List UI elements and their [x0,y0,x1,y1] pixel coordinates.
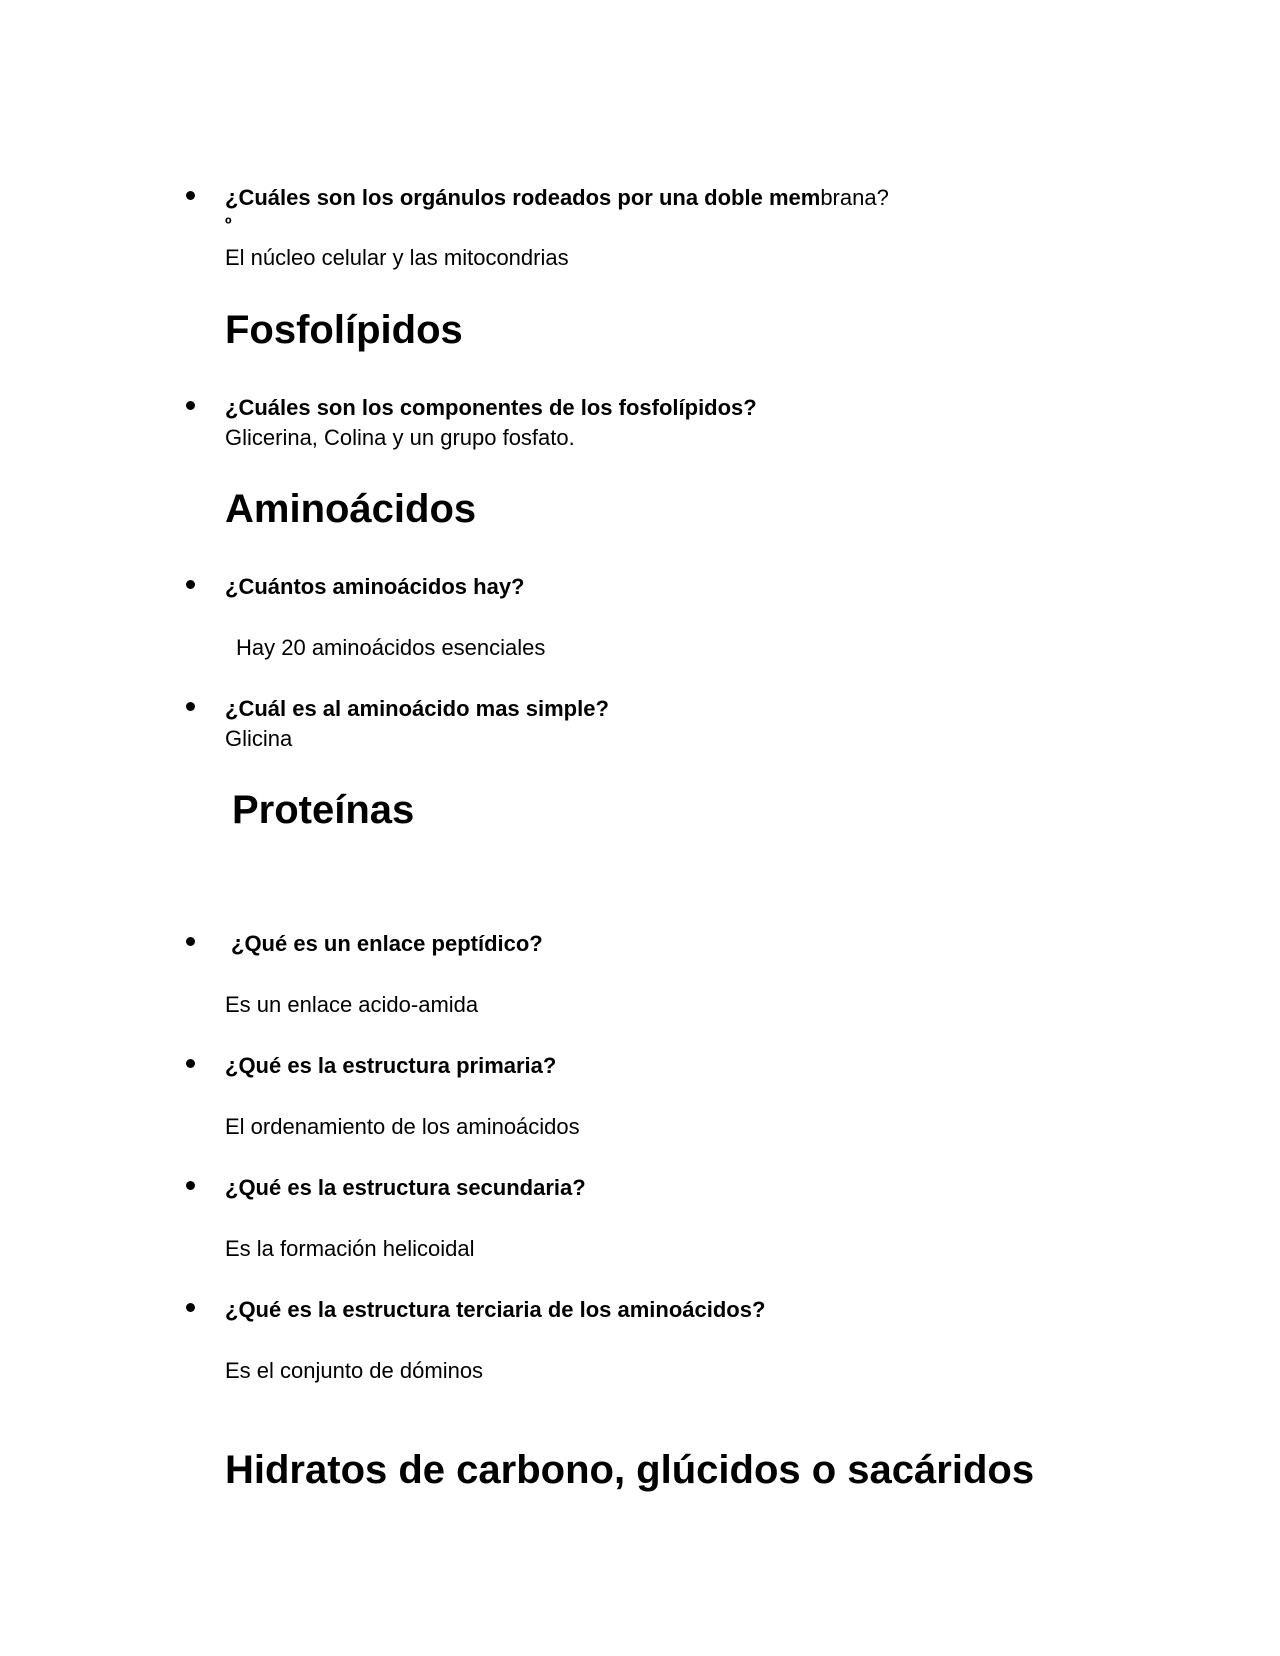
question-simplest-aminoacid: ¿Cuál es al aminoácido mas simple? [225,696,609,721]
heading-fosfolipidos: Fosfolípidos [225,308,463,352]
question-how-many-aminoacids: ¿Cuántos aminoácidos hay? [225,574,525,599]
answer-organelles: El núcleo celular y las mitocondrias [225,245,569,270]
bullet-icon [186,191,195,200]
heading-aminoacidos: Aminoácidos [225,487,477,531]
question-text-tail: brana? [820,185,889,210]
bullet-icon [186,702,195,711]
question-secondary-structure: ¿Qué es la estructura secundaria? [225,1175,586,1200]
answer-peptide-bond: Es un enlace acido-amida [225,992,479,1017]
heading-hidratos-de-carbono: Hidratos de carbono, glúcidos o sacáridos [225,1448,1035,1492]
degree-marker: º [225,214,232,234]
answer-tertiary-structure: Es el conjunto de dóminos [225,1358,484,1383]
answer-secondary-structure: Es la formación helicoidal [225,1236,475,1261]
question-fosfolipidos-components: ¿Cuáles son los componentes de los fosfolípidos? [225,395,757,420]
answer-simplest-aminoacid: Glicina [225,726,293,751]
bullet-icon [186,937,195,946]
question-primary-structure: ¿Qué es la estructura primaria? [225,1053,557,1078]
question-text: ¿Cuáles son los orgánulos rodeados por una doble mem [225,185,821,210]
bullet-icon [186,1059,195,1068]
bullet-icon [186,580,195,589]
question-tertiary-structure: ¿Qué es la estructura terciaria de los aminoácidos? [225,1297,766,1322]
heading-proteinas: Proteínas [232,788,415,832]
bullet-icon [186,1181,195,1190]
answer-fosfolipidos-components: Glicerina, Colina y un grupo fosfato. [225,425,575,450]
answer-primary-structure: El ordenamiento de los aminoácidos [225,1114,580,1139]
bullet-icon [186,1303,195,1312]
question-peptide-bond: ¿Qué es un enlace peptídico? [231,931,543,956]
question-organelles [225,183,889,213]
answer-how-many-aminoacids: Hay 20 aminoácidos esenciales [236,635,546,660]
bullet-icon [186,401,195,410]
